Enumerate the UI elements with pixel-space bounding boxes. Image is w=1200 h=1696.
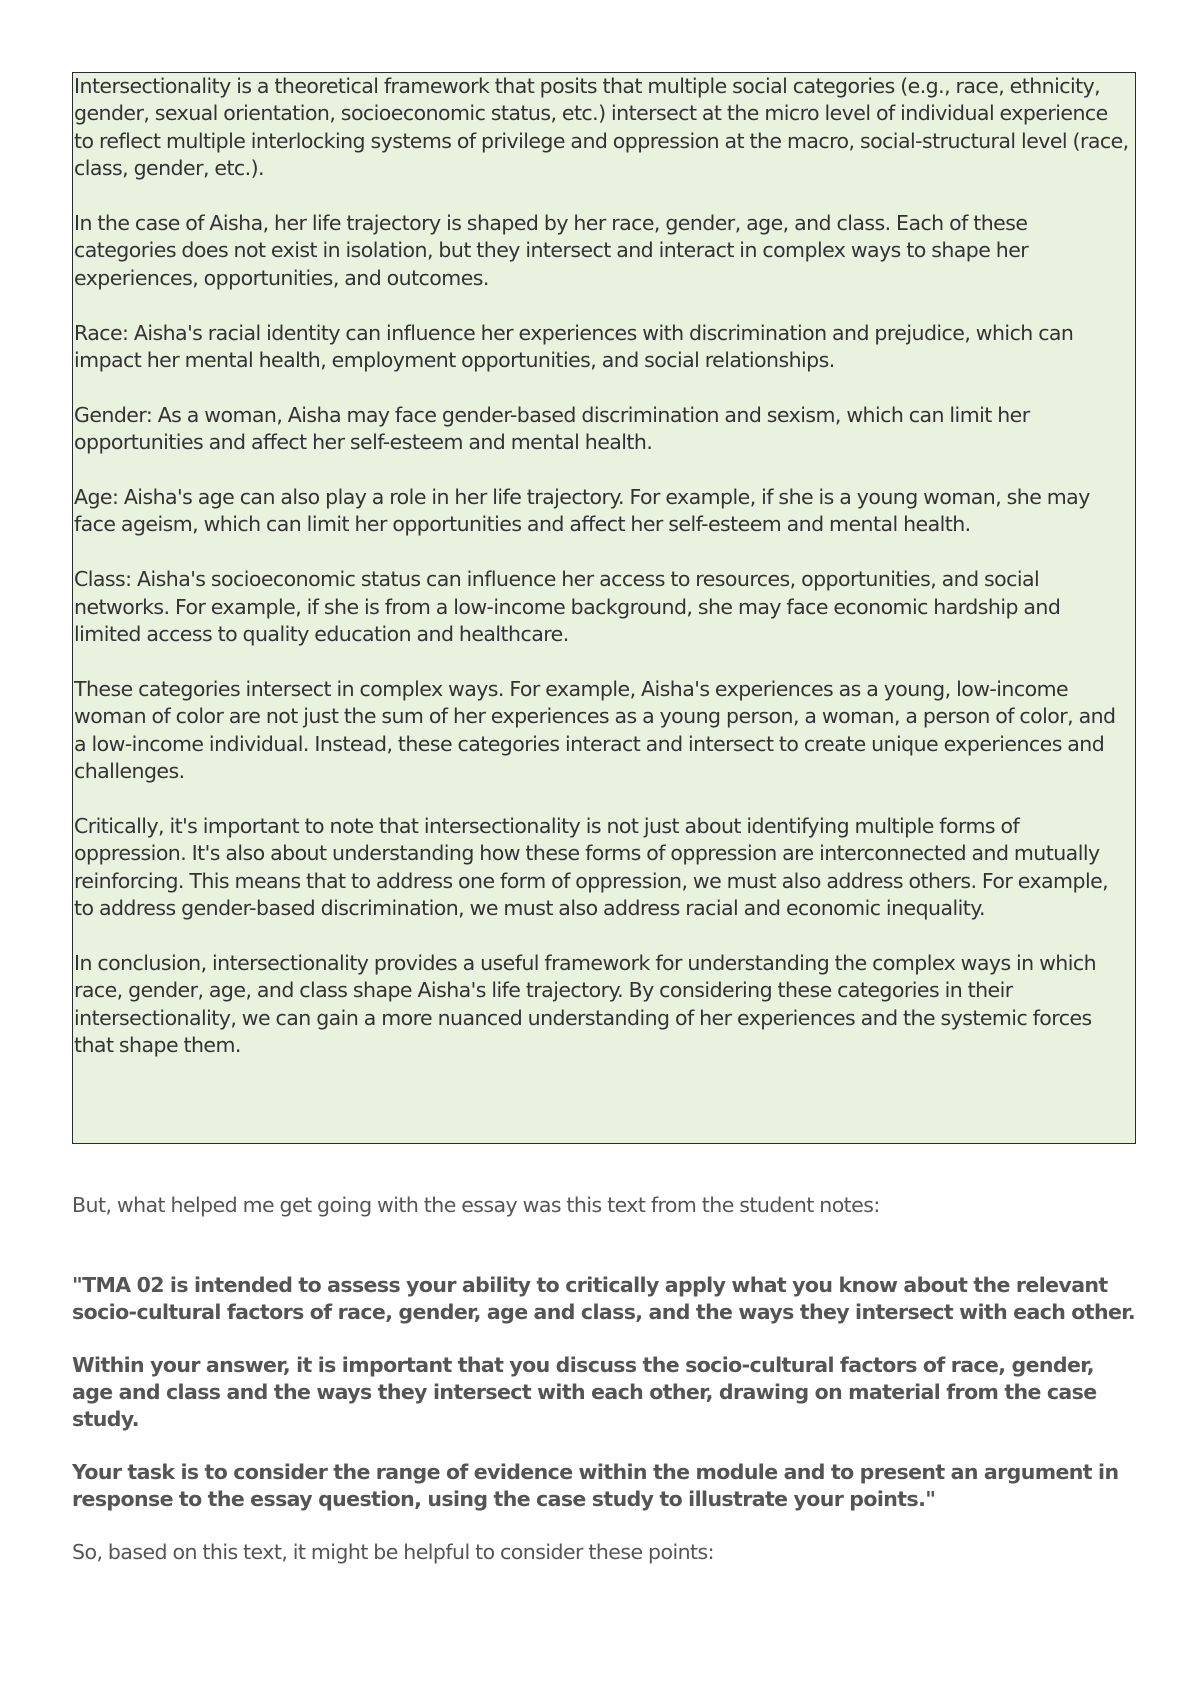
quote-paragraph-race: Race: Aisha's racial identity can influence her experiences with discrimination and prejudice, which can impact her mental health, employment opportunities, and social relationships. xyxy=(74,320,1074,373)
student-notes-quote xyxy=(72,1272,1136,1513)
student-notes-paragraph: Within your answer, it is important that you discuss the socio-cultural factors of race, gender, age and class and the ways they intersect with each other, drawing on material from the case study. xyxy=(72,1353,1097,1431)
quoted-ai-response-box xyxy=(72,72,1136,1144)
student-notes-paragraph: "TMA 02 is intended to assess your ability to critically apply what you know about the relevant socio-cultural factors of race, gender, age and class, and the ways they intersect with each other. xyxy=(72,1273,1136,1324)
student-notes-paragraph: Your task is to consider the range of evidence within the module and to present an argument in response to the essay question, using the case study to illustrate your points." xyxy=(72,1460,1119,1511)
document-body xyxy=(72,1192,1136,1566)
quote-paragraph-definition: Intersectionality is a theoretical framework that posits that multiple social categories (e.g., race, ethnicity, gender, sexual orientation, socioeconomic status, etc.) intersect at the micro level of individual experience to reflect multiple interlocking systems of privilege and oppression at the macro, social-structural level (race, class, gender, etc.). xyxy=(74,74,1129,181)
closing-paragraph: So, based on this text, it might be helpful to consider these points: xyxy=(72,1540,715,1564)
quote-paragraph-intersection: These categories intersect in complex ways. For example, Aisha's experiences as a young, low-income woman of color are not just the sum of her experiences as a young person, a woman, a person of color, and a low-income individual. Instead, these categories interact and intersect to create unique experiences and challenges. xyxy=(74,676,1116,784)
quote-paragraph-conclusion: In conclusion, intersectionality provides a useful framework for understanding the complex ways in which race, gender, age, and class shape Aisha's life trajectory. By considering these categories in their intersectionality, we can gain a more nuanced understanding of her experiences and the systemic forces that shape them. xyxy=(74,950,1097,1058)
quote-paragraph-class: Class: Aisha's socioeconomic status can influence her access to resources, opportunities, and social networks. For example, if she is from a low-income background, she may face economic hardship and limited access to quality education and healthcare. xyxy=(74,567,1061,647)
quote-paragraph-critical: Critically, it's important to note that intersectionality is not just about identifying multiple forms of oppression. It's also about understanding how these forms of oppression are interconnected and mutually reinforcing. This means that to address one form of oppression, we must also address others. For example, to address gender-based discrimination, we must also address racial and economic inequality. xyxy=(74,813,1109,921)
quote-paragraph-gender: Gender: As a woman, Aisha may face gender-based discrimination and sexism, which can limit her opportunities and affect her self-esteem and mental health. xyxy=(74,402,1030,455)
quote-paragraph-age: Age: Aisha's age can also play a role in her life trajectory. For example, if she is a young woman, she may face ageism, which can limit her opportunities and affect her self-esteem and mental health. xyxy=(74,485,1090,537)
intro-paragraph: But, what helped me get going with the essay was this text from the student notes: xyxy=(72,1193,880,1217)
quote-paragraph-aisha-case: In the case of Aisha, her life trajectory is shaped by her race, gender, age, and class. Each of these categories does not exist in isolation, but they intersect and interact in complex ways to shape her experiences, opportunities, and outcomes. xyxy=(74,211,1029,290)
